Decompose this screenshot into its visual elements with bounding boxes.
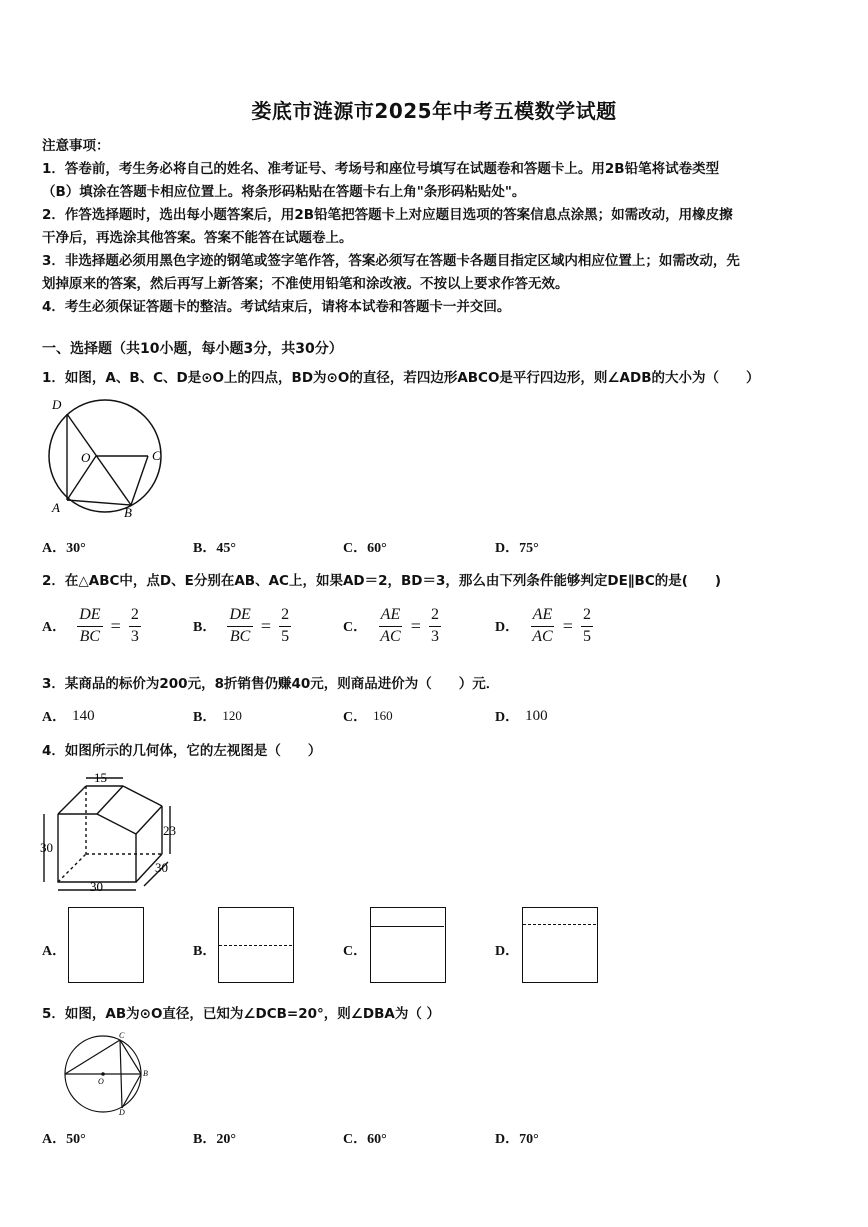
equals-sign: = (260, 615, 272, 636)
question-4-stem: 4．如图所示的几何体，它的左视图是（ ） (42, 743, 322, 759)
frac-den: BC (229, 627, 251, 645)
dim-depth: 30 (155, 860, 168, 875)
notes-heading: 注意事项： (42, 138, 110, 154)
frac-den: 5 (583, 627, 592, 645)
q1-option-a: A．30° (42, 541, 86, 556)
notes-line: 1．答卷前，考生务必将自己的姓名、准考证号、考场号和座位号填写在试题卷和答题卡上。用2B铅笔将试卷类型 (42, 161, 720, 177)
section-heading: 一、选择题（共10小题，每小题3分，共30分） (42, 341, 343, 357)
notes-line: （B）填涂在答题卡相应位置上。将条形码粘贴在答题卡右上角"条形码粘贴处"。 (42, 184, 526, 200)
option-label: D． (495, 620, 520, 636)
view-option-d-dashed-line (523, 924, 596, 925)
equals-sign: = (562, 615, 573, 636)
circle-diameter-figure (58, 1030, 154, 1116)
frac-num: AE (379, 607, 403, 627)
equals-sign: = (410, 615, 421, 636)
q4-option-d: D． (495, 944, 520, 959)
dim-top: 15 (94, 770, 107, 785)
frac-den: 5 (281, 627, 290, 645)
q3-option-a: A． 140 (42, 708, 95, 725)
question-2-stem: 2．在△ABC中，点D、E分别在AB、AC上，如果AD＝2，BD＝3，那么由下列条件能够判定DE∥BC的是( ) (42, 573, 722, 589)
notes-line: 划掉原来的答案，然后再写上新答案；不准使用铅笔和涂改液。不按以上要求作答无效。 (42, 276, 569, 292)
label-b: B (143, 1069, 148, 1078)
q5-option-b: B．20° (193, 1132, 236, 1147)
view-option-d-square (522, 907, 598, 983)
page-title: 娄底市涟源市2025年中考五模数学试题 (251, 99, 617, 123)
q1-option-c: C．60° (343, 541, 387, 556)
label-o: O (81, 450, 91, 465)
frac-num: AE (531, 607, 555, 627)
option-label: A． (42, 620, 67, 636)
q1-option-d: D．75° (495, 541, 539, 556)
q3-option-c: C． 160 (343, 708, 393, 725)
label-c: C (152, 448, 161, 463)
q4-option-c: C． (343, 944, 368, 959)
circle-quadrilateral-figure (36, 392, 170, 518)
q5-option-d: D．70° (495, 1132, 539, 1147)
frac-num: 2 (279, 607, 291, 627)
view-option-b-dashed-line (219, 945, 292, 946)
view-option-c-solid-line (371, 926, 444, 927)
q4-option-b: B． (193, 944, 217, 959)
frac-num: DE (227, 607, 252, 627)
dim-bottom: 30 (90, 879, 103, 894)
question-1-stem: 1．如图，A、B、C、D是⊙O上的四点，BD为⊙O的直径，若四边形ABCO是平行四边形，则∠ADB的大小为（ ） (42, 370, 760, 386)
frac-den: BC (79, 627, 101, 645)
dim-left: 30 (40, 840, 53, 855)
option-label: B． (193, 620, 217, 636)
question-5-stem: 5．如图，AB为⊙O直径，已知为∠DCB=20°，则∠DBA为（ ） (42, 1006, 441, 1022)
equals-sign: = (110, 615, 121, 636)
q2-option-b (193, 607, 291, 646)
notes-line: 4．考生必须保证答题卡的整洁。考试结束后，请将本试卷和答题卡一并交回。 (42, 299, 511, 315)
q2-option-a (42, 607, 141, 646)
label-a: A (52, 500, 60, 515)
label-o: O (98, 1077, 104, 1086)
frac-den: AC (532, 627, 553, 645)
notes-line: 2．作答选择题时，选出每小题答案后，用2B铅笔把答题卡上对应题目选项的答案信息点涂黑；如需改动，用橡皮擦 (42, 207, 733, 223)
notes-line: 干净后，再选涂其他答案。答案不能答在试题卷上。 (42, 230, 353, 246)
view-option-a-square (68, 907, 144, 983)
notes-line: 3．非选择题必须用黑色字迹的钢笔或签字笔作答，答案必须写在答题卡各题目指定区域内相应位置上；如需改动，先 (42, 253, 740, 269)
label-d: D (119, 1108, 125, 1116)
question-3-stem: 3．某商品的标价为200元，8折销售仍赚40元，则商品进价为（ ）元． (42, 676, 500, 692)
q1-option-b: B．45° (193, 541, 236, 556)
q4-option-a: A． (42, 944, 67, 959)
view-option-c-square (370, 907, 446, 983)
q3-option-b: B． 120 (193, 708, 242, 725)
label-d: D (52, 397, 62, 412)
q2-option-d (495, 607, 593, 646)
option-label: C． (343, 620, 368, 636)
frac-den: 3 (130, 627, 139, 645)
q5-option-c: C．60° (343, 1132, 387, 1147)
solid-figure (36, 766, 188, 894)
frac-num: DE (77, 607, 102, 627)
label-c: C (119, 1031, 125, 1040)
dim-right: 23 (163, 823, 176, 838)
frac-den: 3 (431, 627, 440, 645)
q5-option-a: A．50° (42, 1132, 86, 1147)
frac-den: AC (380, 627, 401, 645)
frac-num: 2 (129, 607, 141, 627)
q3-option-d: D． 100 (495, 708, 548, 725)
frac-num: 2 (581, 607, 593, 627)
q2-option-c (343, 607, 441, 646)
label-b: B (124, 505, 132, 518)
frac-num: 2 (429, 607, 441, 627)
